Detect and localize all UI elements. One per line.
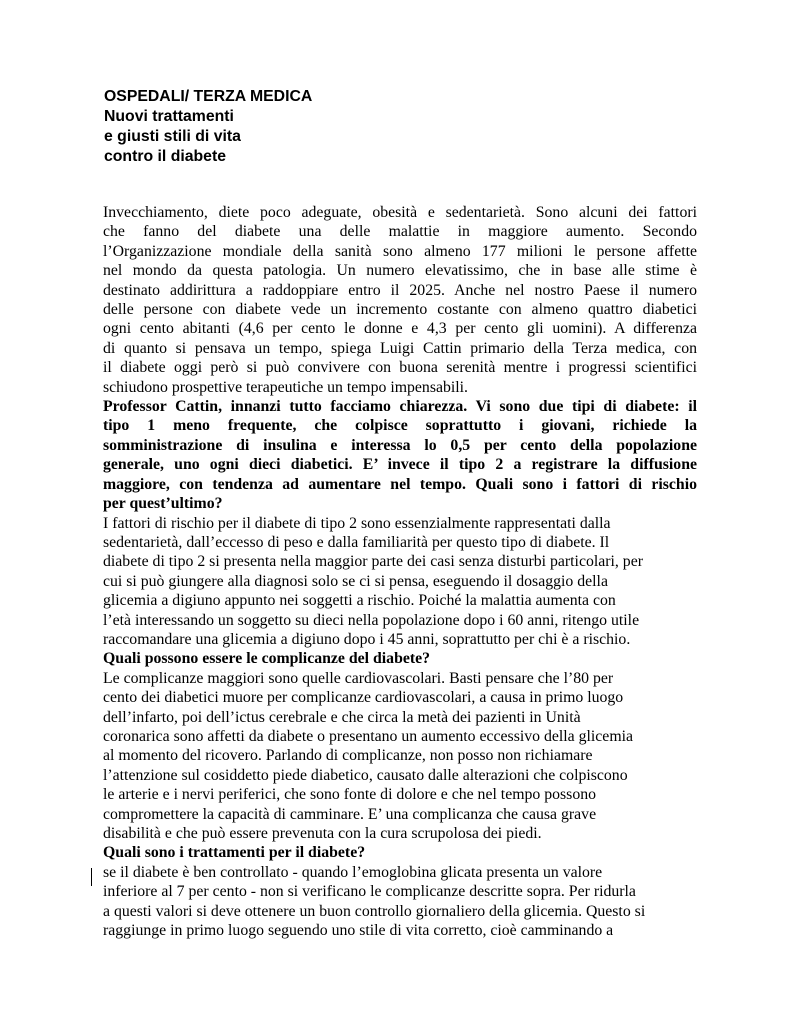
text-line: Invecchiamento, diete poco adeguate, obesità e sedentarietà. Sono alcuni dei fattori (103, 204, 697, 221)
question-line: Quali possono essere le complicanze del diabete? (103, 650, 431, 668)
text-line: delle persone con diabete vede un incremento costante con almeno quattro diabetici (103, 301, 697, 319)
text-line: ogni cento abitanti (4,6 per cento le donne e 4,3 per cento gli uomini). A differenza (103, 320, 697, 338)
text-line: il diabete oggi però si può convivere con buona serenità mentre i progressi scientifici (103, 359, 697, 377)
text-line: nel mondo da questa patologia. Un numero elevatissimo, che in base alle stime è (103, 262, 697, 280)
question-line: somministrazione di insulina e interessa lo 0,5 per cento della popolazione (103, 436, 697, 454)
text-line: glicemia a digiuno appunto nei soggetti a rischio. Poiché la malattia aumenta con (103, 592, 616, 610)
text-line: disabilità e che può essere prevenuta con la cura scrupolosa dei piedi. (103, 825, 542, 842)
intro-paragraph (103, 203, 697, 397)
text-line: Le complicanze maggiori sono quelle cardiovascolari. Basti pensare che l’80 per (103, 669, 614, 687)
text-line: cui si può giungere alla diagnosi solo se ci si pensa, eseguendo il dosaggio della (103, 572, 608, 590)
question-line: maggiore, con tendenza ad aumentare nel tempo. Quali sono i fattori di rischio (103, 475, 697, 493)
text-line: raccomandare una glicemia a digiuno dopo i 45 anni, soprattutto per chi è a rischio. (103, 630, 631, 648)
text-line: I fattori di rischio per il diabete di tipo 2 sono essenzialmente rappresentati dalla (103, 514, 611, 532)
text-line: al momento del ricovero. Parlando di complicanze, non posso non richiamare (103, 747, 593, 765)
question-line: generale, uno ogni dieci diabetici. E’ invece il tipo 2 a registrare la diffusione (103, 456, 697, 474)
question-line: Professor Cattin, innanzi tutto facciamo chiarezza. Vi sono due tipi di diabete: il (103, 398, 697, 416)
text-line: compromettere la capacità di camminare. E’ una complicanza che causa grave (103, 805, 597, 823)
title-line: Nuovi trattamenti (104, 108, 234, 125)
revision-change-bar (91, 868, 92, 886)
interview-question (103, 397, 697, 513)
text-line: coronarica sono affetti da diabete o presentano un aumento eccessivo della glicemia (103, 727, 634, 745)
text-line: che fanno del diabete una delle malattie in maggiore aumento. Secondo (103, 223, 697, 241)
text-line: schiudono prospettive terapeutiche un tempo impensabili. (103, 378, 468, 396)
question-line: tipo 1 meno frequente, che colpisce soprattutto i giovani, richiede la (103, 417, 697, 435)
text-line: l’attenzione sul cosiddetto piede diabetico, causato dalle alterazioni che colpiscono (103, 766, 628, 784)
text-line: raggiunge in primo luogo seguendo uno stile di vita corretto, cioè camminando a (103, 922, 614, 940)
question-line: Quali sono i trattamenti per il diabete? (103, 844, 366, 862)
section-label: OSPEDALI/ TERZA MEDICA (104, 88, 313, 105)
title-line: contro il diabete (104, 148, 227, 165)
text-line: di quanto si pensava un tempo, spiega Luigi Cattin primario della Terza medica, con (103, 339, 697, 357)
text-line: le arterie e i nervi periferici, che sono fonte di dolore e che nel tempo possono (103, 786, 597, 804)
text-line: a questi valori si deve ottenere un buon controllo giornaliero della glicemia. Questo si (103, 902, 646, 920)
interview-answer (103, 863, 697, 941)
text-line: destinato addirittura a raddoppiare entro il 2025. Anche nel nostro Paese il numero (103, 281, 697, 299)
article-body (103, 203, 697, 940)
interview-question (103, 649, 697, 668)
article-headline (104, 87, 504, 167)
interview-question (103, 843, 697, 862)
text-line: inferiore al 7 per cento - non si verificano le complicanze descritte sopra. Per ridurla (103, 883, 636, 901)
text-line: sedentarietà, dall’eccesso di peso e dalla familiarità per questo tipo di diabete. Il (103, 533, 610, 551)
text-line: dell’infarto, poi dell’ictus cerebrale e che circa la metà dei pazienti in Unità (103, 708, 581, 726)
text-line: se il diabete è ben controllato - quando l’emoglobina glicata presenta un valore (103, 863, 603, 881)
text-line: l’età interessando un soggetto su dieci nella popolazione dopo i 60 anni, ritengo utile (103, 611, 640, 629)
interview-answer (103, 669, 697, 844)
text-line: cento dei diabetici muore per complicanze cardiovascolari, a causa in primo luogo (103, 689, 624, 707)
text-line: diabete di tipo 2 si presenta nella maggior parte dei casi senza disturbi particolari, per (103, 553, 643, 571)
question-line: per quest’ultimo? (103, 495, 223, 513)
text-line: l’Organizzazione mondiale della sanità sono almeno 177 milioni le persone affette (103, 242, 697, 260)
title-line: e giusti stili di vita (104, 128, 241, 145)
interview-answer (103, 514, 697, 650)
